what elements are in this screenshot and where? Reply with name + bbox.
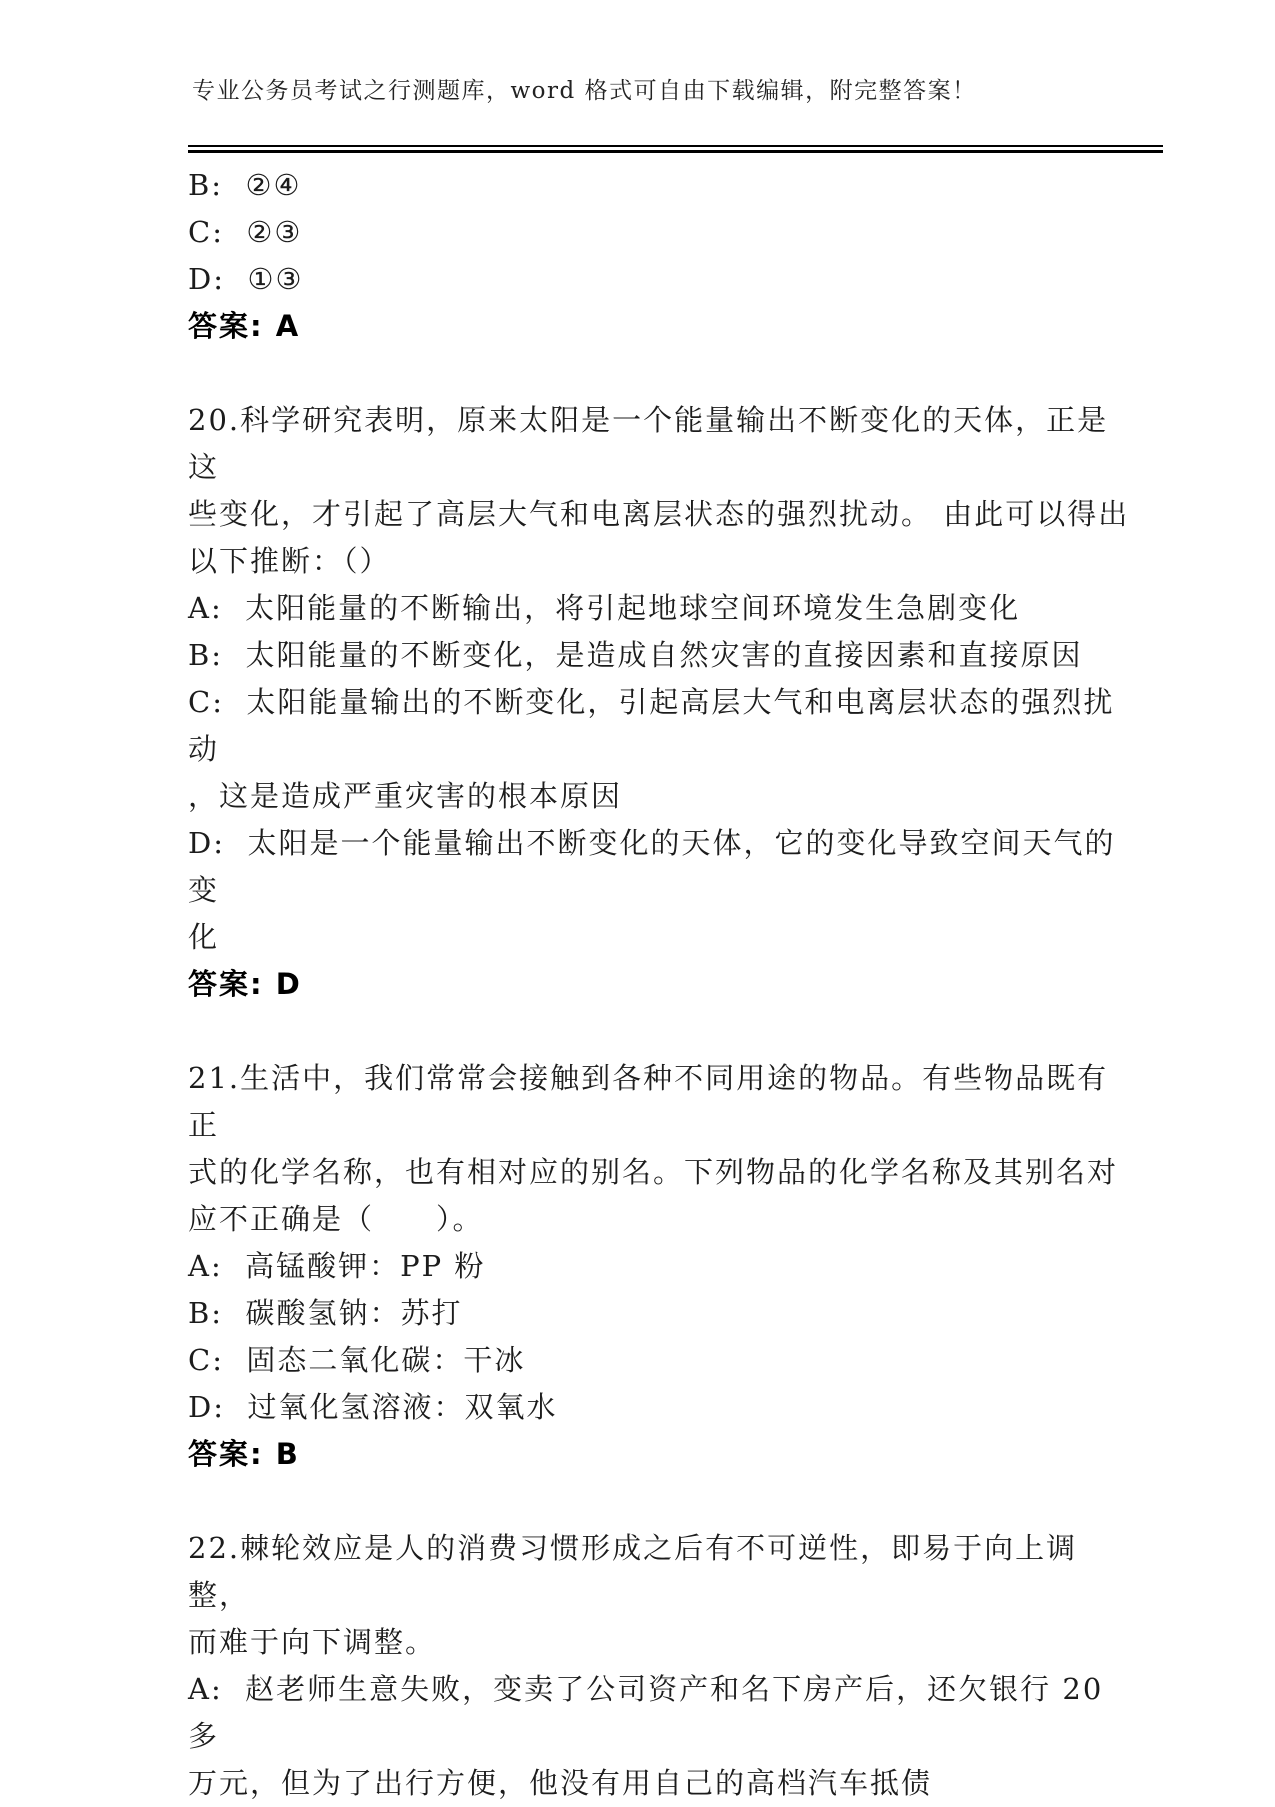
blank-line — [188, 1008, 1138, 1055]
question-line: 以下推断：（） — [188, 544, 391, 578]
continuation-line: 万元，但为了出行方便，他没有用自己的高档汽车抵债 — [188, 1766, 933, 1800]
option-line: D: 太阳是一个能量输出不断变化的天体，它的变化导致空间天气的变 — [188, 826, 1116, 907]
option-line: B: ②④ — [188, 168, 302, 202]
blank-line — [188, 1478, 1138, 1525]
question-line: 20.科学研究表明，原来太阳是一个能量输出不断变化的天体，正是这 — [188, 403, 1109, 484]
question-line: 21.生活中，我们常常会接触到各种不同用途的物品。有些物品既有正 — [188, 1061, 1109, 1142]
option-line: A: 高锰酸钾：PP 粉 — [188, 1249, 486, 1283]
option-line: C: 太阳能量输出的不断变化，引起高层大气和电离层状态的强烈扰动 — [188, 685, 1115, 766]
answer-line: 答案: A — [188, 309, 301, 343]
question-line: 22.棘轮效应是人的消费习惯形成之后有不可逆性，即易于向上调整， — [188, 1531, 1078, 1612]
option-line: B: 碳酸氢钠：苏打 — [188, 1296, 463, 1330]
option-line: A: 赵老师生意失败，变卖了公司资产和名下房产后，还欠银行 20 多 — [188, 1672, 1115, 1753]
option-line: B: 太阳能量的不断变化，是造成自然灾害的直接因素和直接原因 — [188, 638, 1083, 672]
continuation-line: ，这是造成严重灾害的根本原因 — [188, 779, 623, 813]
answer-line: 答案: B — [188, 1437, 300, 1471]
question-line: 应不正确是（ ）。 — [188, 1202, 484, 1236]
header-double-rule — [188, 145, 1163, 153]
question-line: 些变化，才引起了高层大气和电离层状态的强烈扰动。 由此可以得出 — [188, 497, 1130, 531]
option-line: C: 固态二氧化碳：干冰 — [188, 1343, 526, 1377]
continuation-line: 化 — [188, 920, 220, 954]
question-line: 式的化学名称，也有相对应的别名。下列物品的化学名称及其别名对 — [188, 1155, 1119, 1189]
question-line: 而难于向下调整。 — [188, 1625, 437, 1659]
option-line: C: ②③ — [188, 215, 303, 249]
option-line: D: 过氧化氢溶液：双氧水 — [188, 1390, 558, 1424]
option-line: D: ①③ — [188, 262, 304, 296]
blank-line — [188, 350, 1138, 397]
document-body — [188, 162, 1138, 1807]
header-title: 专业公务员考试之行测题库，word 格式可自由下载编辑，附完整答案！ — [192, 78, 977, 104]
option-line: A: 太阳能量的不断输出，将引起地球空间环境发生急剧变化 — [188, 591, 1021, 625]
answer-line: 答案: D — [188, 967, 302, 1001]
